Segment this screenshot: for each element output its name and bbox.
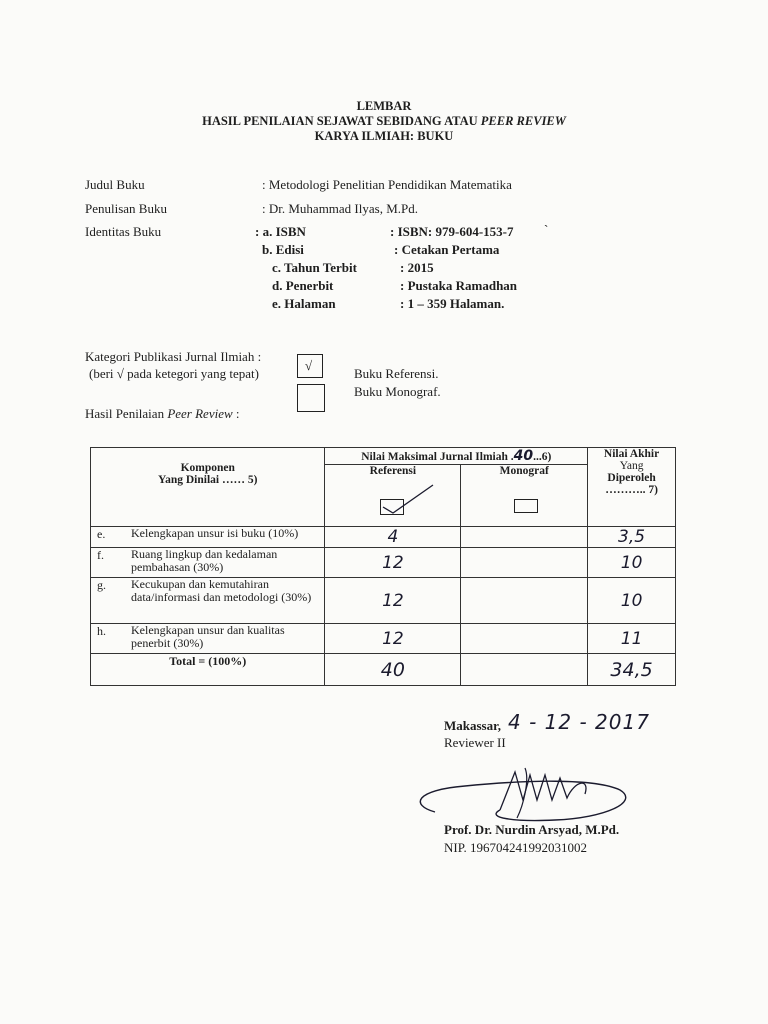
cell-referensi: 4 <box>325 527 461 548</box>
table-row: e. Kelengkapan unsur isi buku (10%) 4 3,5 <box>91 527 676 548</box>
identitas-label: Identitas Buku <box>85 224 162 239</box>
cell-referensi: 12 <box>325 578 461 624</box>
identitas-key-a: : a. ISBN <box>255 224 306 239</box>
sign-date: 4 - 12 - 2017 <box>508 710 650 734</box>
option-monograf: Buku Monograf. <box>354 384 441 399</box>
mark-stray: ˋ <box>544 222 549 237</box>
identitas-value-a: : ISBN: 979-604-153-7 <box>390 224 514 239</box>
header-nilai-max: Nilai Maksimal Jurnal Ilmiah .40...6) <box>325 448 588 465</box>
reviewer-role: Reviewer II <box>444 735 506 750</box>
table-row: g. Kecukupan dan kemutahiran data/informasi dan metodologi (30%) 12 10 <box>91 578 676 624</box>
penulis-label: Penulisan Buku <box>85 201 167 216</box>
header-referensi: Referensi <box>325 465 461 527</box>
identitas-key-c: c. Tahun Terbit <box>272 260 357 275</box>
cell-referensi: 12 <box>325 548 461 578</box>
table-row: f. Ruang lingkup dan kedalaman pembahasan (30%) 12 10 <box>91 548 676 578</box>
total-monograf <box>461 654 588 686</box>
penulis-value: : Dr. Muhammad Ilyas, M.Pd. <box>262 201 418 216</box>
kategori-hint: (beri √ pada ketegori yang tepat) <box>89 366 259 381</box>
judul-label: Judul Buku <box>85 177 145 192</box>
reviewer-name: Prof. Dr. Nurdin Arsyad, M.Pd. <box>444 822 620 837</box>
total-label: Total = (100%) <box>91 654 325 686</box>
header-monograf: Monograf <box>461 465 588 527</box>
assessment-table <box>90 447 676 686</box>
hasil-label: Hasil Penilaian Peer Review : <box>85 406 240 421</box>
total-referensi: 40 <box>325 654 461 686</box>
identitas-key-d: d. Penerbit <box>272 278 334 293</box>
identitas-value-d: : Pustaka Ramadhan <box>400 278 518 293</box>
kategori-label: Kategori Publikasi Jurnal Ilmiah : <box>85 349 262 364</box>
identitas-value-e: : 1 – 359 Halaman. <box>400 296 505 311</box>
identitas-value-b: : Cetakan Pertama <box>394 242 500 257</box>
header-komponen: Komponen Yang Dinilai …… 5) <box>91 448 325 527</box>
option-referensi: Buku Referensi. <box>354 366 439 381</box>
check-icon <box>377 481 437 517</box>
identitas-key-e: e. Halaman <box>272 296 336 311</box>
cell-akhir: 3,5 <box>588 527 676 548</box>
doc-title: LEMBAR <box>356 99 412 113</box>
total-akhir: 34,5 <box>588 654 676 686</box>
cell-monograf <box>461 578 588 624</box>
cell-akhir: 10 <box>588 548 676 578</box>
doc-subtitle-2: KARYA ILMIAH: BUKU <box>314 129 454 143</box>
doc-subtitle: HASIL PENILAIAN SEJAWAT SEBIDANG ATAU PEER REVIEW <box>202 114 566 128</box>
cell-monograf <box>461 624 588 654</box>
monograf-box <box>514 499 538 513</box>
city-label: Makassar, <box>444 718 501 733</box>
reviewer-nip: NIP. 196704241992031002 <box>444 840 588 855</box>
table-row: h. Kelengkapan unsur dan kualitas penerbit (30%) 12 11 <box>91 624 676 654</box>
cell-referensi: 12 <box>325 624 461 654</box>
cell-akhir: 11 <box>588 624 676 654</box>
cell-akhir: 10 <box>588 578 676 624</box>
identitas-key-b: b. Edisi <box>262 242 304 257</box>
identitas-value-c: : 2015 <box>400 260 434 275</box>
cell-monograf <box>461 527 588 548</box>
cell-monograf <box>461 548 588 578</box>
header-nilai-akhir: Nilai Akhir Yang Diperoleh ……….. 7) <box>588 448 676 527</box>
checkbox-referensi[interactable] <box>297 354 323 378</box>
table-row-total <box>91 654 676 686</box>
signature-image <box>405 760 640 830</box>
judul-value: : Metodologi Penelitian Pendidikan Matematika <box>262 177 512 192</box>
checkbox-monograf[interactable] <box>297 384 325 412</box>
check-icon: √ <box>305 358 313 373</box>
